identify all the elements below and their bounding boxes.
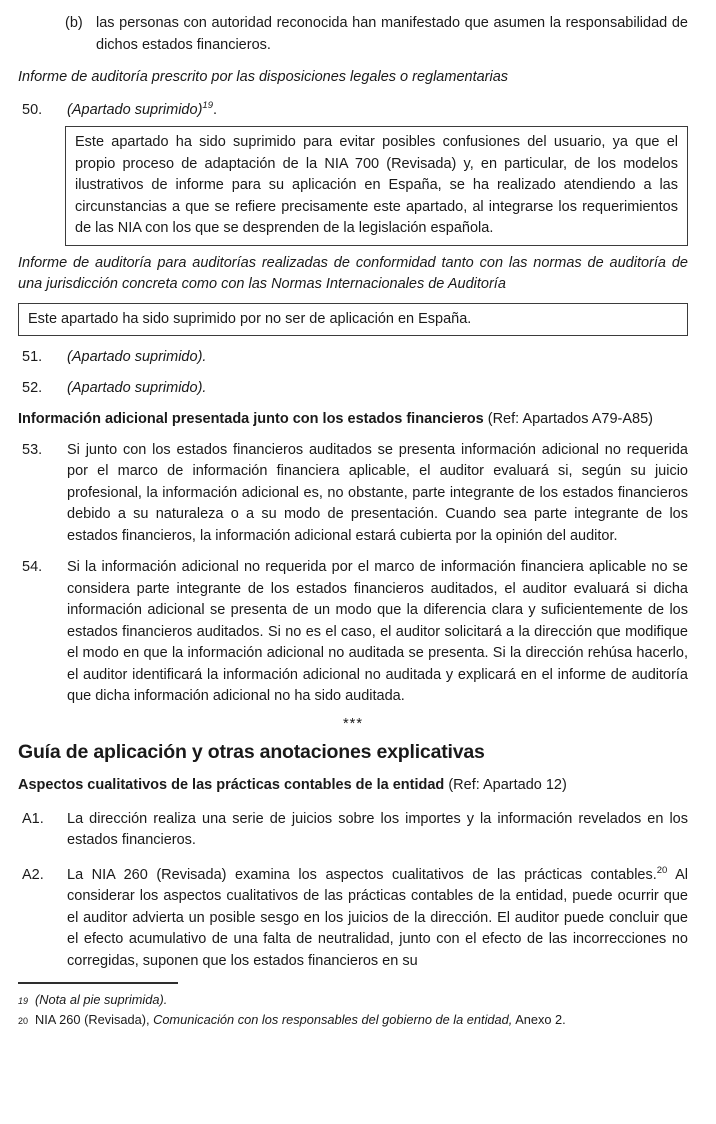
- paragraph-a2-body: [67, 865, 688, 973]
- paragraph-53: [18, 440, 688, 548]
- section-heading-aspectos: [18, 775, 688, 797]
- section-heading-info-adicional-ref: (Ref: Apartados A79-A85): [483, 411, 653, 427]
- footnote-20-text-pre: NIA 260 (Revisada),: [35, 1011, 154, 1027]
- section-heading-info-adicional-bold: Información adicional presentada junto con los estados financieros: [18, 411, 484, 427]
- list-item-b-marker: (b): [65, 15, 83, 31]
- paragraph-a2-number: A2.: [22, 866, 44, 883]
- paragraph-50-number: 50.: [22, 101, 43, 118]
- suppressed-note-box-1: Este apartado ha sido suprimido para evitar posibles confusiones del usuario, ya que el propio proceso de adaptación de la NIA 700 (Revisada) y, en particular, de los modelos ilustrativos de informe para su aplicación en España, se ha realizado atendiendo a las circunstancias a que se refiere precisamente este apartado, al integrarse los requerimientos de las NIA con los que se desprenden de la legislación española.: [65, 126, 688, 246]
- footnote-19-text: (Nota al pie suprimida).: [35, 992, 168, 1007]
- paragraph-54-number: 54.: [22, 559, 43, 575]
- paragraph-53-number: 53.: [22, 441, 43, 458]
- list-item-b-text: las personas con autoridad reconocida han manifestado que asumen la responsabilidad de dichos estados financieros.: [96, 15, 688, 53]
- paragraph-52: [18, 378, 688, 400]
- paragraph-50: [18, 100, 688, 122]
- suppressed-note-box-2: Este apartado ha sido suprimido por no ser de aplicación en España.: [18, 303, 688, 337]
- paragraph-52-number: 52.: [22, 379, 43, 396]
- paragraph-50-period: .: [212, 101, 218, 118]
- paragraph-a1: [18, 809, 688, 852]
- paragraph-52-text: (Apartado suprimido).: [67, 379, 207, 396]
- paragraph-54: [18, 557, 688, 708]
- footnote-19-marker: 19: [18, 996, 29, 1006]
- paragraph-51: [18, 347, 688, 369]
- footnote-20-text: [35, 1011, 688, 1031]
- paragraph-a2: [18, 865, 688, 973]
- section-heading-informe-legal: Informe de auditoría prescrito por las disposiciones legales o reglamentarias: [18, 69, 509, 85]
- section-heading-aspectos-bold: Aspectos cualitativos de las prácticas contables de la entidad: [18, 777, 445, 793]
- paragraph-a2-text-before: La NIA 260 (Revisada) examina los aspectos cualitativos de las prácticas contables.: [67, 866, 657, 883]
- paragraph-51-number: 51.: [22, 349, 43, 365]
- footnote-ref-19: 19: [202, 99, 213, 111]
- list-item-b: [63, 13, 688, 56]
- section-heading-informe-jurisdiccion: Informe de auditoría para auditorías realizadas de conformidad tanto con las normas de auditoría de una jurisdicción concreta como con las Normas Internacionales de Auditoría: [18, 254, 688, 292]
- section-heading-info-adicional: [18, 409, 688, 431]
- paragraph-50-text: (Apartado suprimido): [67, 101, 203, 118]
- section-divider-stars: ***: [343, 715, 363, 732]
- paragraph-a1-number: A1.: [22, 810, 44, 827]
- footnote-separator-rule: [18, 982, 178, 984]
- main-heading-guia-aplicacion: Guía de aplicación y otras anotaciones explicativas: [18, 741, 485, 763]
- paragraph-53-text: Si junto con los estados financieros auditados se presenta información adicional no requerida por el marco de información financiera aplicable, el auditor evaluará si, según su juicio profesional, la información adicional es, no obstante, parte integrante de los estados financieros debido a su naturaleza o a su modo de presentación. Cuando sea parte integrante de los estados financieros, la información adicional estará cubierta por la opinión del auditor.: [67, 441, 688, 544]
- paragraph-50-body: [67, 100, 688, 122]
- paragraph-a1-text: La dirección realiza una serie de juicios sobre los importes y la información revelados en los estados financieros.: [67, 810, 688, 848]
- footnote-20-text-title: Comunicación con los responsables del gobierno de la entidad,: [153, 1011, 513, 1027]
- section-heading-aspectos-ref: (Ref: Apartado 12): [444, 777, 567, 793]
- footnote-19: [18, 991, 688, 1011]
- footnote-20-marker: 20: [18, 1015, 29, 1026]
- paragraph-51-text: (Apartado suprimido).: [67, 349, 207, 365]
- footnote-ref-20: 20: [656, 864, 668, 876]
- paragraph-a2-text-after: Al considerar los aspectos cualitativos de las prácticas contables de la entidad, puede ocurrir que el auditor advierta un posible sesgo en los juicios de la dirección. El auditor puede concluir que el efecto acumulativo de una falta de neutralidad, junto con el efecto de las incorrecciones no corregidas, suponen que los estados financieros en su: [67, 866, 688, 969]
- footnote-20-text-post: Anexo 2.: [512, 1011, 566, 1027]
- paragraph-54-text: Si la información adicional no requerida por el marco de información financiera aplicable no se considera parte integrante de los estados financieros auditados, el auditor evaluará si dicha información adicional se presenta de un modo que la diferencia clara y suficientemente de los estados financieros auditados. Si no es el caso, el auditor solicitará a la dirección que modifique el modo en que la información adicional no auditada se presenta. Si la dirección rehúsa hacerlo, el auditor identificará la información adicional no auditada y explicará en el informe de auditoría que dicha información adicional no ha sido auditada.: [67, 559, 688, 704]
- footnote-20: [18, 1011, 688, 1031]
